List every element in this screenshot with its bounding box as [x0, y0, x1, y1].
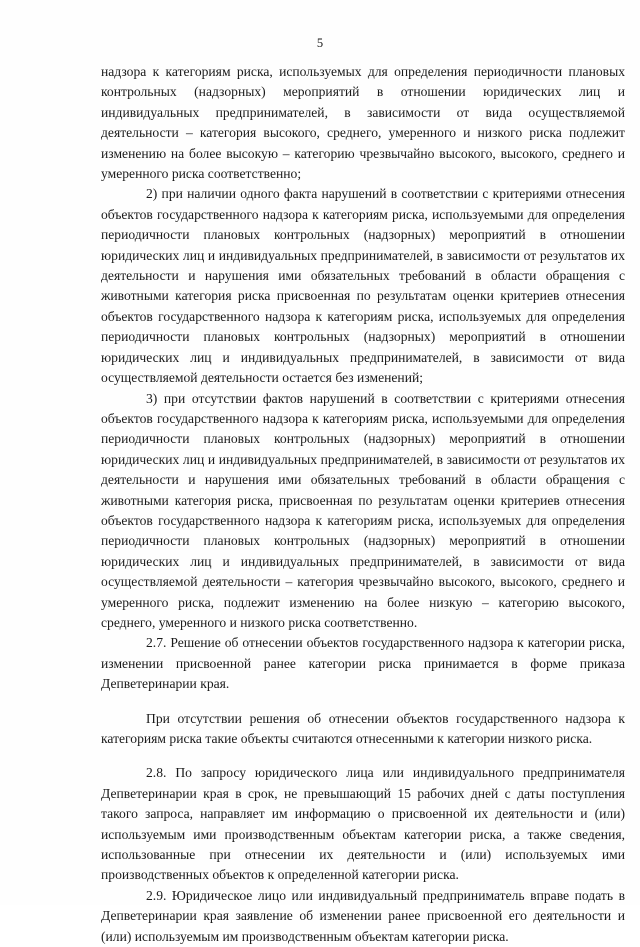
paragraph-continuation: надзора к категориям риска, используемых для определения периодичности плановых контрольных (надзорных) мероприятий в отношении юридических лиц и индивидуальных предпринимателей, в зависимости от вида осуществляемой деятельности – категория высокого, среднего, умеренного и низкого риска подлежит изменению на более высокую – категорию чрезвычайно высокого, высокого, среднего и умеренного риска соответственно;	[101, 64, 625, 182]
page-number: 5	[316, 36, 324, 50]
paragraph-item-2: 2) при наличии одного факта нарушений в соответствии с критериями отнесения объектов государственного надзора к категориям риска, используемыми для определения периодичности плановых контрольных (надзорных) мероприятий в отношении юридических лиц и индивидуальных предпринимателей, в зависимости от результатов их деятельности и нарушения ими обязательных требований в области обращения с животными категория риска присвоенная по результатам оценки критериев отнесения объектов государственного надзора к категориям риска, используемых для определения периодичности плановых контрольных (надзорных) мероприятий в отношении юридических лиц и индивидуальных предпринимателей, в зависимости от вида осуществляемой деятельности остается без изменений;	[101, 186, 625, 386]
paragraph-no-decision: При отсутствии решения об отнесении объектов государственного надзора к категориям риска такие объекты считаются отнесенными к категории низкого риска.	[101, 710, 625, 746]
paragraph-item-3: 3) при отсутствии фактов нарушений в соответствии с критериями отнесения объектов государственного надзора к категориям риска, используемыми для определения периодичности плановых контрольных (надзорных) мероприятий в отношении юридических лиц и индивидуальных предпринимателей, в зависимости от результатов их деятельности и нарушения ими обязательных требований в области обращения с животными категория риска, присвоенная по результатам оценки критериев отнесения объектов государственного надзора к категориям риска, используемых для определения периодичности плановых контрольных (надзорных) мероприятий в отношении юридических лиц и индивидуальных предпринимателей, в зависимости от вида осуществляемой деятельности – категория чрезвычайно высокого, высокого, среднего и умеренного риска, подлежит изменению на более низкую – категорию высокого, среднего, умеренного и низкого риска соответственно.	[101, 390, 625, 630]
paragraph-2-7: 2.7. Решение об отнесении объектов государственного надзора к категории риска, изменении присвоенной ранее категории риска принимается в форме приказа Депветеринарии края.	[101, 635, 625, 692]
document-body	[101, 62, 625, 947]
paragraph-2-9: 2.9. Юридическое лицо или индивидуальный предприниматель вправе подать в Депветеринарии края заявление об изменении ранее присвоенной его деятельности и (или) используемым им производственным объектам категории риска.	[101, 887, 625, 944]
paragraph-2-8: 2.8. По запросу юридического лица или индивидуального предпринимателя Депветеринарии края в срок, не превышающий 15 рабочих дней с даты поступления такого запроса, направляет им информацию о присвоенной их деятельности и (или) используемым ими производственным объектам категории риска, а также сведения, использованные при отнесении их деятельности и (или) используемых ими производственных объектов к определенной категории риска.	[101, 765, 625, 883]
